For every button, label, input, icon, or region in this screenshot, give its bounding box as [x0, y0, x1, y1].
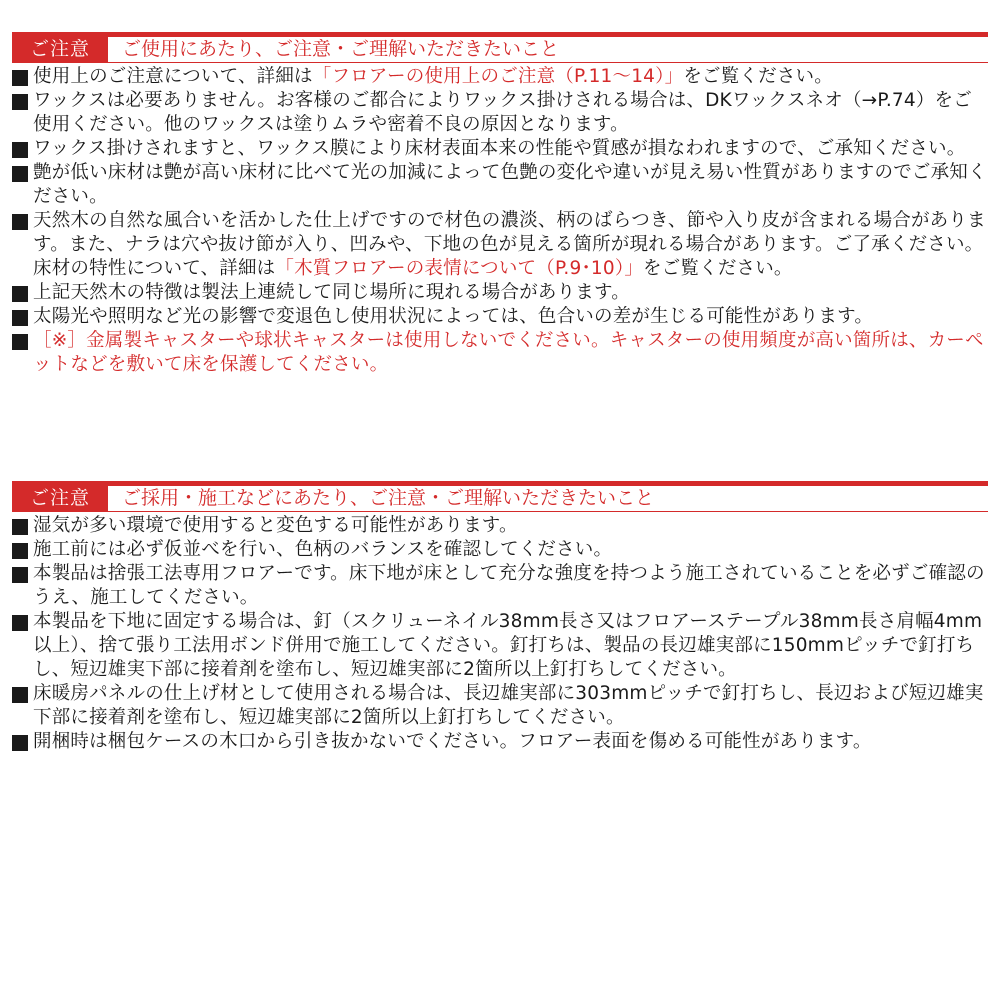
list-item: 施工前には必ず仮並べを行い、色柄のバランスを確認してください。 [12, 538, 988, 562]
list-item: 本製品を下地に固定する場合は、釘（スクリューネイル38mm長さ又はフロアーステープル38mm長さ肩幅4mm以上）、捨て張り工法用ボンド併用で施工してください。釘打ちは、製品の長辺雄実部に150mmピッチで釘打ちし、短辺雄実下部に接着剤を塗布し、短辺雄実部に2箇所以上釘打ちしてください。 [12, 610, 988, 682]
list-item: 使用上のご注意について、詳細は「フロアーの使用上のご注意（P.11～14）」をご覧ください。 [12, 65, 988, 89]
section-header [12, 32, 988, 63]
list-item: ワックス掛けされますと、ワックス膜により床材表面本来の性能や質感が損なわれますので、ご承知ください。 [12, 137, 988, 161]
caution-tag: ご注意 [12, 486, 108, 511]
list-item: 開梱時は梱包ケースの木口から引き抜かないでください。フロアー表面を傷める可能性があります。 [12, 730, 988, 754]
list-item: 上記天然木の特徴は製法上連続して同じ場所に現れる場合があります。 [12, 281, 988, 305]
list-item: 天然木の自然な風合いを活かした仕上げですので材色の濃淡、柄のばらつき、節や入り皮が含まれる場合があります。また、ナラは穴や抜け節が入り、凹みや、下地の色が見える箇所が現れる場合があります。ご了承ください。床材の特性について、詳細は「木質フロアーの表情について（P.9･10）」をご覧ください。 [12, 209, 988, 281]
reference-link: 「木質フロアーの表情について（P.9･10）」 [275, 258, 644, 279]
list-item [12, 329, 988, 377]
section-title: ご使用にあたり、ご注意・ご理解いただきたいこと [122, 38, 560, 60]
list-item: 太陽光や照明など光の影響で変退色し使用状況によっては、色合いの差が生じる可能性があります。 [12, 305, 988, 329]
reference-link: 「フロアーの使用上のご注意（P.11～14）」 [312, 66, 684, 87]
caster-warning: ［※］金属製キャスターや球状キャスターは使用しないでください。キャスターの使用頻度が高い箇所は、カーペットなどを敷いて床を保護してください。 [33, 330, 984, 375]
list-item: ワックスは必要ありません。お客様のご都合によりワックス掛けされる場合は、DKワックスネオ（→P.74）をご使用ください。他のワックスは塗りムラや密着不良の原因となります。 [12, 89, 988, 137]
section-header [12, 481, 988, 512]
list-item: 本製品は捨張工法専用フロアーです。床下地が床として充分な強度を持つよう施工されていることを必ずご確認のうえ、施工してください。 [12, 562, 988, 610]
caution-section-usage [12, 32, 988, 377]
caution-section-installation [12, 481, 988, 754]
section-title: ご採用・施工などにあたり、ご注意・ご理解いただきたいこと [122, 487, 655, 509]
caution-tag: ご注意 [12, 37, 108, 62]
caution-list [12, 65, 988, 377]
list-item: 艶が低い床材は艶が高い床材に比べて光の加減によって色艶の変化や違いが見え易い性質がありますのでご承知ください。 [12, 161, 988, 209]
list-item: 湿気が多い環境で使用すると変色する可能性があります。 [12, 514, 988, 538]
list-item: 床暖房パネルの仕上げ材として使用される場合は、長辺雄実部に303mmピッチで釘打ちし、長辺および短辺雄実下部に接着剤を塗布し、短辺雄実部に2箇所以上釘打ちしてください。 [12, 682, 988, 730]
caution-list [12, 514, 988, 754]
